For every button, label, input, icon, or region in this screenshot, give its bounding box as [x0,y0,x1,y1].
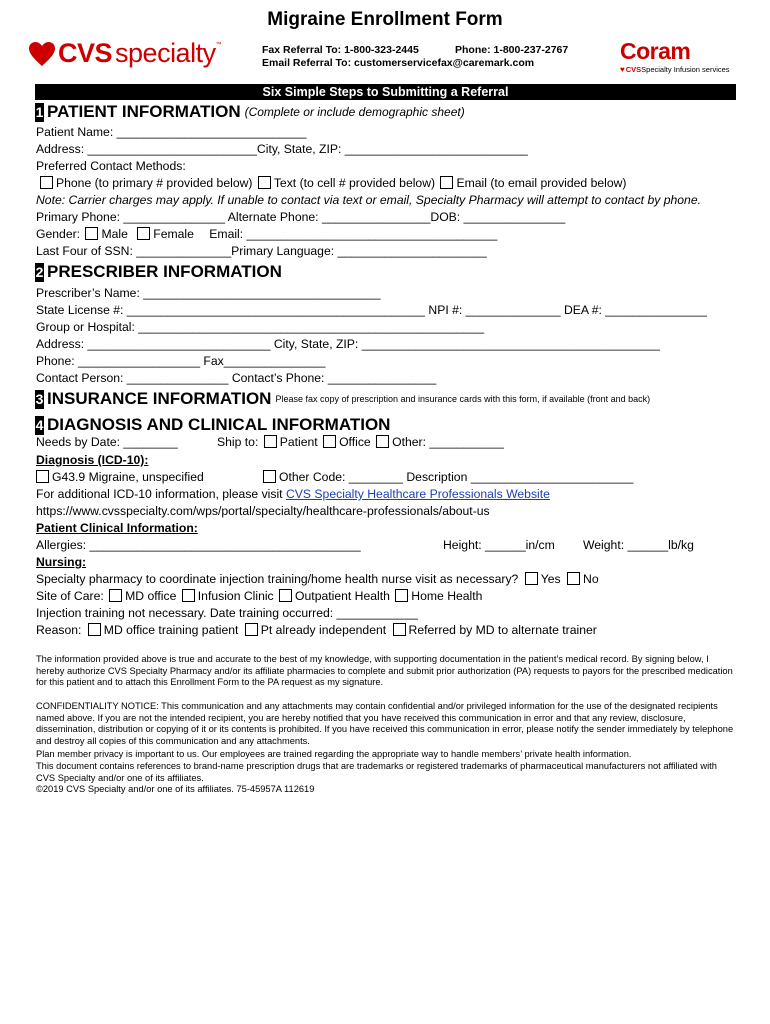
site-of-care-label: Site of Care: [36,589,104,603]
section-1-header [35,102,465,122]
section-2-header [35,262,282,282]
diagnosis-option-other [263,470,633,484]
contact-methods [40,176,627,190]
site-md-office-label: MD office [125,589,177,603]
no-label: No [583,572,599,586]
male-checkbox[interactable] [85,227,98,240]
height-field[interactable]: Height: ______in/cm [443,538,555,552]
contact-person-fields[interactable]: Contact Person: _______________ Contact’s Phone: ________________ [36,371,437,385]
gender-label: Gender: [36,227,81,241]
site-of-care-row [36,589,482,603]
section-subtitle: Please fax copy of prescription and insurance cards with this form, if available (front and back) [275,394,651,404]
section-number: 1 [35,103,44,120]
group-hospital-field[interactable]: Group or Hospital: ___________________________________________________ [36,320,484,334]
heart-icon [28,41,56,67]
icd-info-row [36,487,550,501]
male-label: Male [101,227,128,241]
g43-label: G43.9 Migraine, unspecified [52,470,204,484]
patient-address-field[interactable]: Address: _________________________City, State, ZIP: ___________________________ [36,142,528,156]
reason-independent-label: Pt already independent [260,623,387,637]
reason-referred-label: Referred by MD to alternate trainer [408,623,597,637]
needs-by-date-field[interactable]: Needs by Date: ________ [36,435,178,449]
confidentiality-notice: CONFIDENTIALITY NOTICE: This communication and any attachments may contain confidential and/or privileged information for the use of the designated recipients named above. If you are not the intended recipient, you are hereby notified that you have received this communication in error and that any review, disclosure, dissemination, distribution or copying of it or its contents is prohibited. If you have received this communication in error, please notify the sender immediately by telephone and destroy all copies of this communication and any attachments. [36,701,734,746]
ship-patient-checkbox[interactable] [264,435,277,448]
privacy-notice: Plan member privacy is important to us. Our employees are trained regarding the appropriate way to handle members’ private health information. [36,749,632,759]
section-title: INSURANCE INFORMATION [47,389,272,408]
nursing-no-checkbox[interactable] [567,572,580,585]
ship-office-label: Office [339,435,371,449]
carrier-note: Note: Carrier charges may apply. If unable to contact via text or email, Specialty Pharmacy will attempt to contact by phone. [36,193,701,207]
site-infusion-checkbox[interactable] [182,589,195,602]
yes-label: Yes [540,572,561,586]
phone-number: Phone: 1-800-237-2767 [455,44,569,56]
copyright-footer: ©2019 CVS Specialty and/or one of its affiliates. 75-45957A 112619 [36,784,315,794]
phone-option-label: Phone (to primary # provided below) [56,176,253,190]
site-home-health-checkbox[interactable] [395,589,408,602]
other-code-field[interactable]: Other Code: ________ Description ________________________ [279,470,634,484]
form-title: Migraine Enrollment Form [267,9,503,30]
section-number: 4 [35,416,44,433]
other-code-checkbox[interactable] [263,470,276,483]
site-home-health-label: Home Health [411,589,483,603]
ship-to-label: Ship to: [217,435,259,449]
section-title: DIAGNOSIS AND CLINICAL INFORMATION [47,415,391,434]
reason-md-training-label: MD office training patient [103,623,239,637]
heart-icon: ♥ [620,65,625,74]
fax-referral: Fax Referral To: 1-800-323-2445 [262,44,419,56]
prescriber-name-field[interactable]: Prescriber’s Name: ___________________________________ [36,286,381,300]
reason-independent-checkbox[interactable] [245,623,258,636]
coram-sub-cvs: CVS [625,65,642,74]
ship-patient-label: Patient [279,435,318,449]
diagnosis-heading: Diagnosis (ICD-10): [36,453,149,467]
text-option-label: Text (to cell # provided below) [273,176,436,190]
prescriber-phone-fax-fields[interactable]: Phone: __________________ Fax_______________ [36,354,326,368]
clinical-info-heading: Patient Clinical Information: [36,521,198,535]
weight-field[interactable]: Weight: ______lb/kg [583,538,694,552]
ship-to-row [217,435,504,449]
preferred-contact-label: Preferred Contact Methods: [36,159,186,173]
section-4-header [35,415,390,435]
female-checkbox[interactable] [137,227,150,240]
phone-checkbox[interactable] [40,176,53,189]
section-number: 3 [35,390,44,407]
nursing-heading: Nursing: [36,555,87,569]
section-subtitle: (Complete or include demographic sheet) [244,105,465,119]
coram-logo: Coram [620,38,691,64]
reason-md-training-checkbox[interactable] [88,623,101,636]
cvs-specialty-logo [28,38,222,69]
nursing-question: Specialty pharmacy to coordinate injection training/home health nurse visit as necessary? [36,572,519,586]
reason-label: Reason: [36,623,82,637]
trademark-symbol: ™ [215,41,222,48]
diagnosis-option-g43 [36,470,204,484]
section-title: PATIENT INFORMATION [47,102,241,121]
ship-office-checkbox[interactable] [323,435,336,448]
coram-subtitle [620,65,730,74]
patient-name-field[interactable]: Patient Name: ____________________________ [36,125,307,139]
healthcare-professionals-link[interactable]: CVS Specialty Healthcare Professionals Website [285,487,550,501]
cvs-wordmark: CVS [58,38,113,68]
website-url: https://www.cvsspecialty.com/wps/portal/specialty/healthcare-professionals/about-us [36,504,490,518]
prescriber-address-field[interactable]: Address: ___________________________ City, State, ZIP: ____________________________________________ [36,337,660,351]
section-title: PRESCRIBER INFORMATION [47,262,282,281]
nursing-yes-checkbox[interactable] [525,572,538,585]
allergies-field[interactable]: Allergies: ________________________________________ [36,538,361,552]
email-referral: Email Referral To: customerservicefax@caremark.com [262,57,535,69]
attestation-text: The information provided above is true and accurate to the best of my knowledge, with supporting documentation in the patient’s medical record. By signing below, I hereby authorize CVS Specialty Pharmacy and/or its affiliate pharmacies to complete and submit prior authorization (PA) requests to payors for the prescribed medication for this patient and to attach this Enrollment Form to the PA request as my signature. [36,654,733,688]
site-infusion-label: Infusion Clinic [197,589,274,603]
icd-info-text: For additional ICD-10 information, please visit [36,487,283,501]
license-npi-dea-fields[interactable]: State License #: ____________________________________________ NPI #: ______________ DEA #: _______________ [36,303,707,317]
ssn-language-fields[interactable]: Last Four of SSN: ______________Primary Language: ______________________ [36,244,487,258]
coram-sub-rest: Specialty Infusion services [641,65,730,74]
female-label: Female [153,227,194,241]
specialty-wordmark: specialty [115,38,216,68]
email-option-label: Email (to email provided below) [456,176,627,190]
email-checkbox[interactable] [440,176,453,189]
steps-banner: Six Simple Steps to Submitting a Referral [35,84,736,100]
site-md-office-checkbox[interactable] [109,589,122,602]
reason-referred-checkbox[interactable] [393,623,406,636]
section-3-header [35,389,650,409]
text-checkbox[interactable] [258,176,271,189]
g43-checkbox[interactable] [36,470,49,483]
site-outpatient-checkbox[interactable] [279,589,292,602]
section-number: 2 [35,263,44,280]
site-outpatient-label: Outpatient Health [295,589,390,603]
patient-email-field[interactable]: Email: _____________________________________ [209,227,498,241]
injection-training-field[interactable]: Injection training not necessary. Date training occurred: ____________ [36,606,418,620]
gender-email-row [36,227,497,241]
trademark-notice: This document contains references to brand-name prescription drugs that are trademarks or registered trademarks of pharmaceutical manufacturers not affiliated with CVS Specialty and/or one of its affiliates. [36,761,717,783]
ship-other-checkbox[interactable] [376,435,389,448]
nursing-question-row [36,572,599,586]
reason-row [36,623,597,637]
ship-other-label[interactable]: Other: ___________ [392,435,504,449]
phone-dob-fields[interactable]: Primary Phone: _______________ Alternate Phone: ________________DOB: _______________ [36,210,566,224]
